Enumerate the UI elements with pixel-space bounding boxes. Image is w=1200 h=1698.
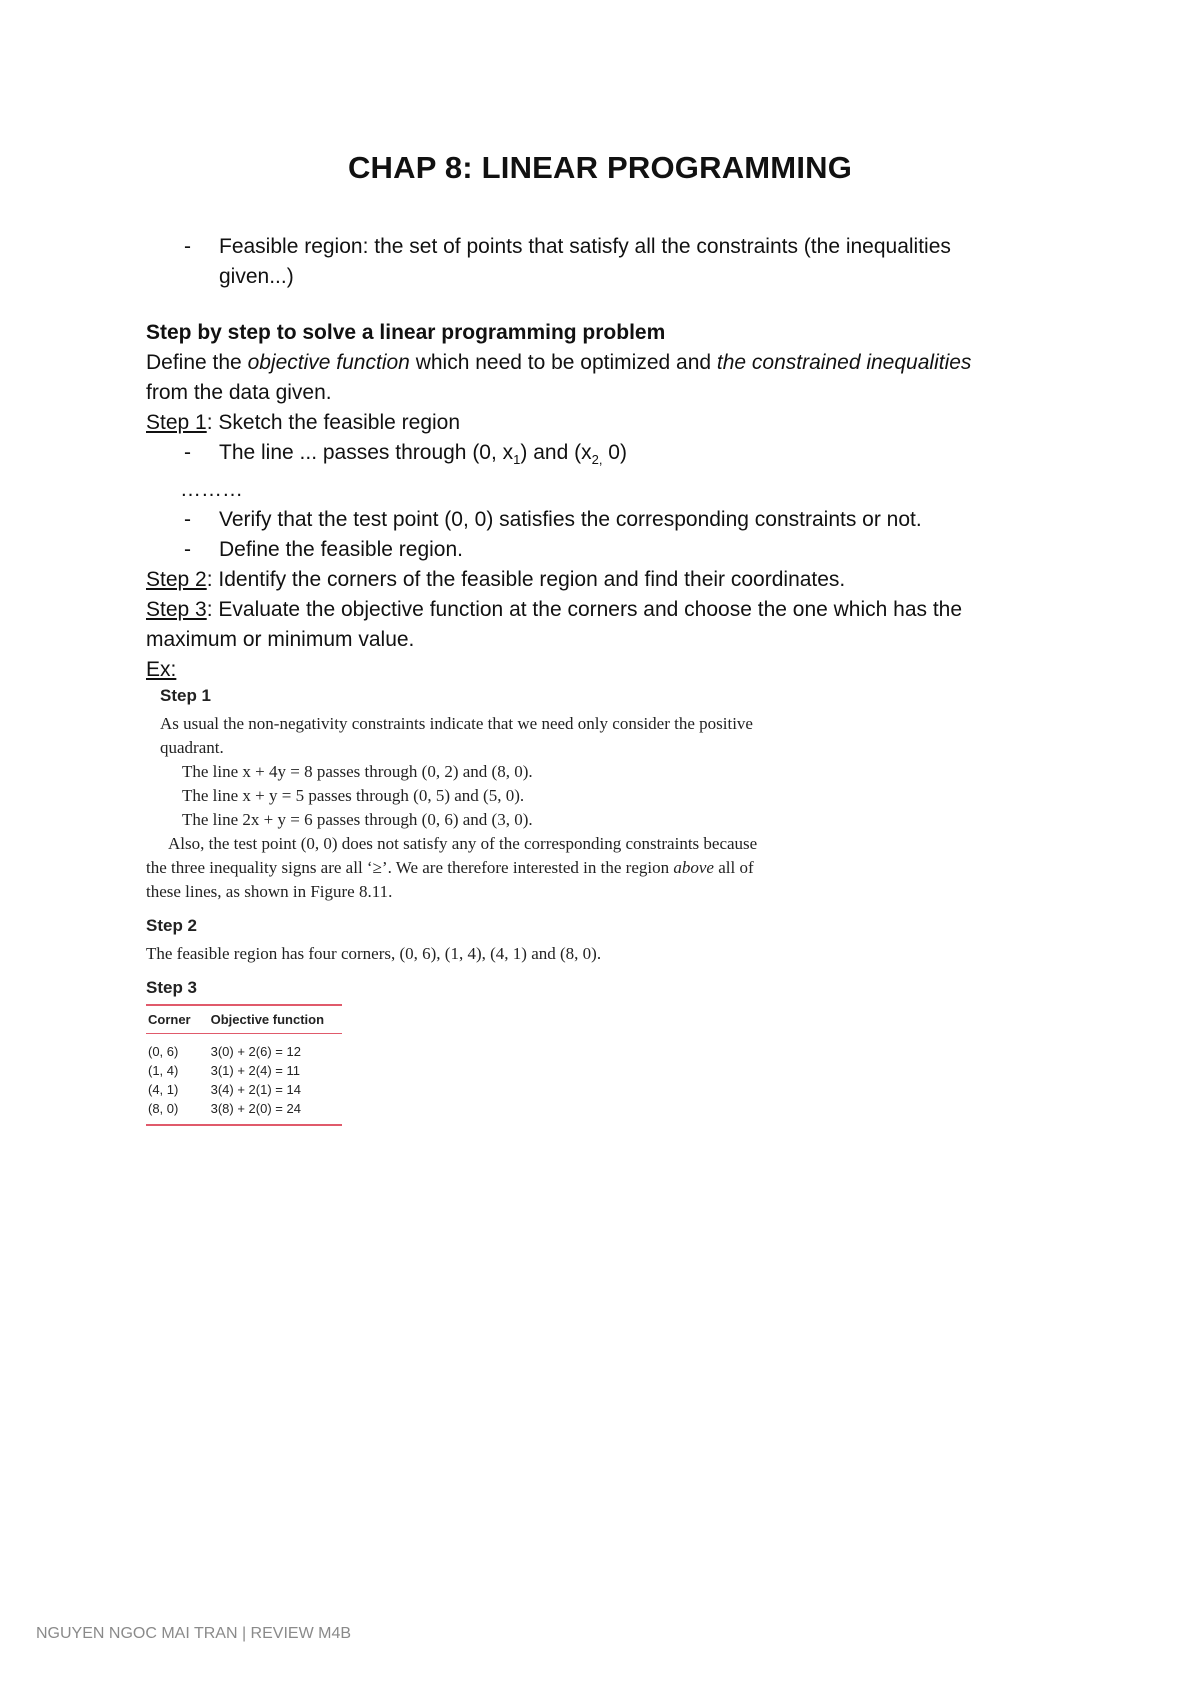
define-text-c: from the data given.	[146, 381, 332, 404]
example-p1-line2: quadrant.	[160, 738, 224, 757]
table-cell: (8, 0)	[148, 1101, 179, 1116]
table-row	[146, 1099, 342, 1125]
example-step1-heading: Step 1	[160, 686, 212, 705]
table-cell: 3(8) + 2(0) = 24	[210, 1101, 301, 1116]
page-title: CHAP 8: LINEAR PROGRAMMING	[347, 150, 853, 185]
step3-text: : Evaluate the objective function at the corners and choose the one which has the	[206, 598, 963, 622]
example-step2-text: The feasible region has four corners, (0, 6), (1, 4), (4, 1) and (8, 0).	[146, 944, 602, 963]
step3-line	[146, 595, 1046, 655]
bullet2-text: Verify that the test point (0, 0) satisfies the corresponding constraints or not.	[219, 508, 922, 532]
define-objective-function: objective function	[247, 351, 410, 374]
bullet-dash: -	[184, 235, 191, 258]
section-heading: Step by step to solve a linear programming problem	[146, 321, 666, 344]
table-cell: (1, 4)	[148, 1063, 179, 1078]
step3-label: Step 3	[146, 598, 207, 622]
table-cell: 3(4) + 2(1) = 14	[210, 1082, 301, 1097]
step2-line	[146, 565, 1046, 595]
page-footer: NGUYEN NGOC MAI TRAN | REVIEW M4B	[36, 1625, 352, 1642]
table-header-objective: Objective function	[209, 1005, 342, 1034]
table-header-row	[146, 1005, 342, 1034]
feasible-region-line1: Feasible region: the set of points that satisfy all the constraints (the inequalities	[219, 235, 951, 258]
step1-bullet-define	[146, 535, 1046, 565]
step2-label: Step 2	[146, 568, 207, 592]
ex-line	[146, 655, 1046, 685]
bullet1-text-c: 0)	[602, 441, 627, 464]
table-cell: (4, 1)	[148, 1082, 179, 1097]
define-text-b: which need to be optimized and	[409, 351, 717, 374]
table-row	[146, 1034, 342, 1062]
step1-line	[146, 408, 1046, 438]
corners-table	[146, 1004, 342, 1126]
define-inequalities: the constrained inequalities	[716, 351, 972, 374]
bullet-dash: -	[184, 538, 191, 562]
bullet1-text-b: ) and (x	[520, 441, 592, 464]
example-excerpt	[146, 686, 866, 1126]
example-p1-line1: As usual the non-negativity constraints indicate that we need only consider the positive	[160, 714, 753, 733]
feasible-region-bullet	[146, 232, 1046, 292]
example-also-line2b: all of	[713, 858, 754, 877]
step2-text: : Identify the corners of the feasible region and find their coordinates.	[206, 568, 846, 592]
example-line-b: The line x + y = 5 passes through (0, 5) and (5, 0).	[182, 786, 525, 805]
define-text-a: Define the	[146, 351, 248, 374]
example-line-a: The line x + 4y = 8 passes through (0, 2) and (8, 0).	[182, 762, 533, 781]
table-cell: 3(0) + 2(6) = 12	[210, 1044, 301, 1059]
example-also-line2	[146, 856, 866, 880]
step1-bullet-verify	[146, 505, 1046, 535]
step3-text2: maximum or minimum value.	[146, 628, 415, 652]
example-also-line2a: the three inequality signs are all ‘≥’. We are therefore interested in the region	[146, 858, 674, 877]
example-also-line3: these lines, as shown in Figure 8.11.	[146, 882, 393, 901]
ellipsis-dots: ………	[180, 478, 243, 502]
table-cell: (0, 6)	[148, 1044, 179, 1059]
table-row	[146, 1061, 342, 1080]
table-row	[146, 1080, 342, 1099]
bullet-dash: -	[184, 508, 191, 532]
bullet1-sub1: 1	[513, 452, 521, 468]
bullet1-text-a: The line ... passes through (0, x	[219, 441, 514, 464]
example-step3-heading: Step 3	[146, 978, 198, 997]
define-paragraph	[146, 348, 1046, 408]
step1-bullet-line	[146, 438, 1046, 475]
example-also-above: above	[673, 858, 714, 877]
example-step2-heading: Step 2	[146, 916, 198, 935]
table-cell: 3(1) + 2(4) = 11	[210, 1063, 300, 1078]
table-header-corner: Corner	[146, 1005, 209, 1034]
bullet-dash: -	[184, 441, 191, 464]
step1-text: : Sketch the feasible region	[206, 411, 461, 434]
feasible-region-line2: given...)	[219, 265, 294, 288]
ex-label: Ex:	[146, 658, 177, 682]
bullet1-sub2: 2,	[591, 452, 603, 468]
example-line-c: The line 2x + y = 6 passes through (0, 6) and (3, 0).	[182, 810, 533, 829]
step1-label: Step 1	[146, 411, 207, 434]
bullet3-text: Define the feasible region.	[219, 538, 463, 562]
main-content	[146, 232, 1046, 685]
example-also-line1: Also, the test point (0, 0) does not satisfy any of the corresponding constraints because	[168, 834, 758, 853]
